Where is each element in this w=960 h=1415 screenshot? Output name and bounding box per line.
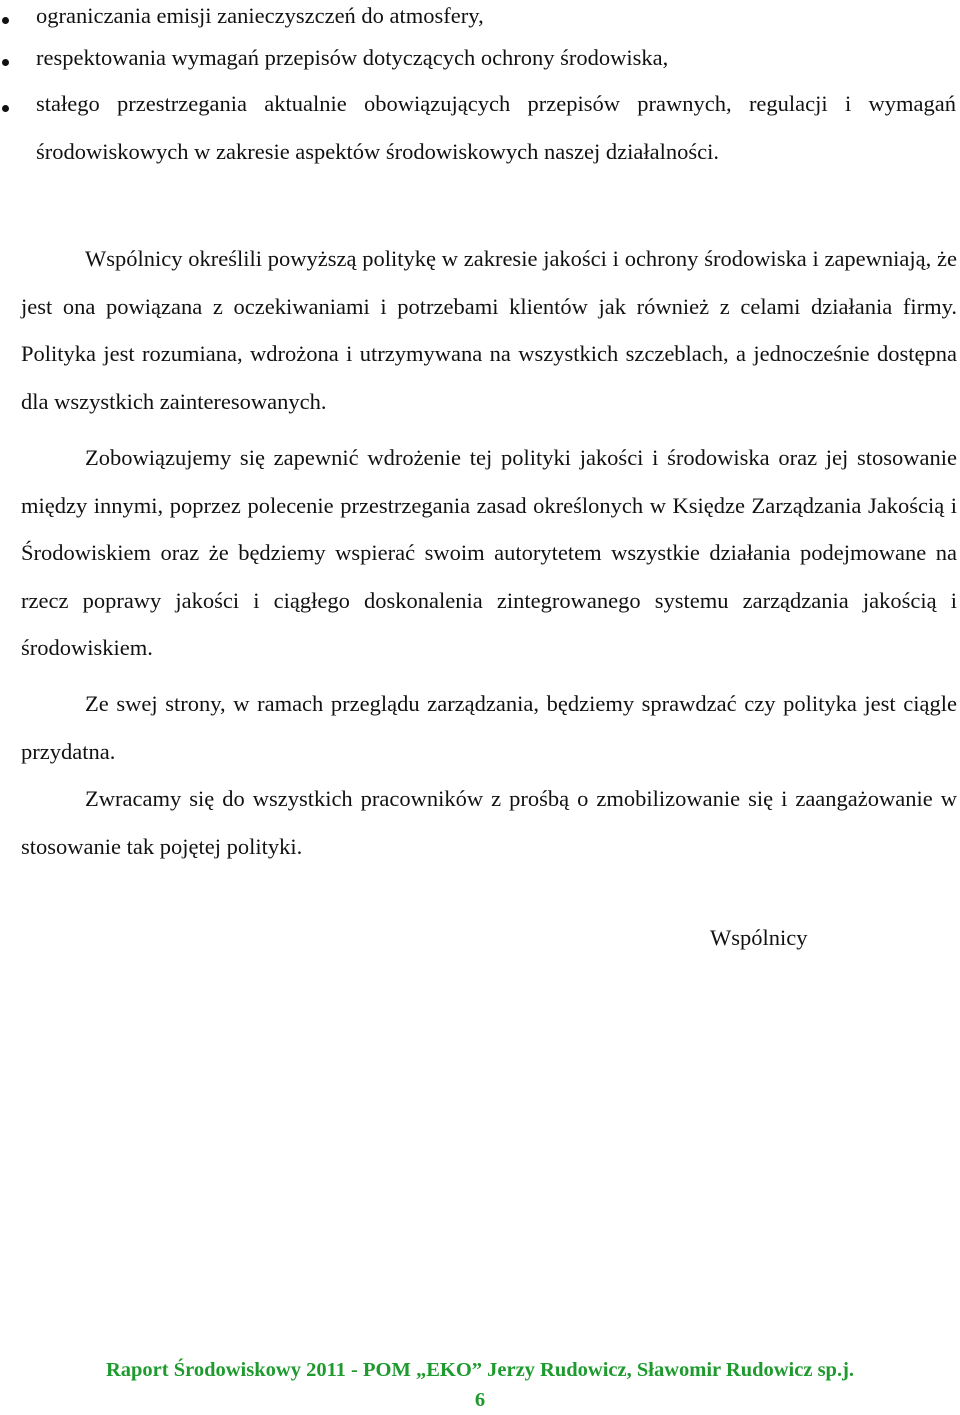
list-item-text: stałego przestrzegania aktualnie obowiązujących przepisów prawnych, regulacji i wymagań środowiskowych w zakresie aspektów środowiskowych naszej działalności.	[36, 91, 956, 164]
footer-title: Raport Środowiskowy 2011 - POM „EKO” Jerzy Rudowicz, Sławomir Rudowicz sp.j.	[105, 1359, 855, 1381]
bullet-icon	[2, 105, 9, 112]
paragraph: Zobowiązujemy się zapewnić wdrożenie tej polityki jakości i środowiska oraz jej stosowanie między innymi, poprzez polecenie przestrzegania zasad określonych w Księdze Zarządzania Jakością i Środowiskiem oraz że będziemy wspierać swoim autorytetem wszystkie działania podejmowane na rzecz poprawy jakości i ciągłego doskonalenia zintegrowanego systemu zarządzania jakością i środowiskiem.	[21, 445, 957, 660]
signature-text: Wspólnicy	[710, 925, 808, 950]
paragraph: Wspólnicy określili powyższą politykę w zakresie jakości i ochrony środowiska i zapewniają, że jest ona powiązana z oczekiwaniami i potrzebami klientów jak również z celami działania firmy. Polityka jest rozumiana, wdrożona i utrzymywana na wszystkich szczeblach, a jednocześnie dostępna dla wszystkich zainteresowanych.	[21, 246, 957, 414]
page-footer	[0, 1355, 960, 1415]
page-number: 6	[474, 1389, 486, 1411]
bullet-icon	[2, 17, 9, 24]
paragraph: Zwracamy się do wszystkich pracowników z prośbą o zmobilizowanie się i zaangażowanie w stosowanie tak pojętej polityki.	[21, 786, 957, 859]
list-item-text: respektowania wymagań przepisów dotyczących ochrony środowiska,	[36, 45, 669, 70]
list-item-text: ograniczania emisji zanieczyszczeń do atmosfery,	[36, 3, 484, 28]
bullet-icon	[2, 59, 9, 66]
paragraph: Ze swej strony, w ramach przeglądu zarządzania, będziemy sprawdzać czy polityka jest ciągle przydatna.	[21, 691, 957, 764]
